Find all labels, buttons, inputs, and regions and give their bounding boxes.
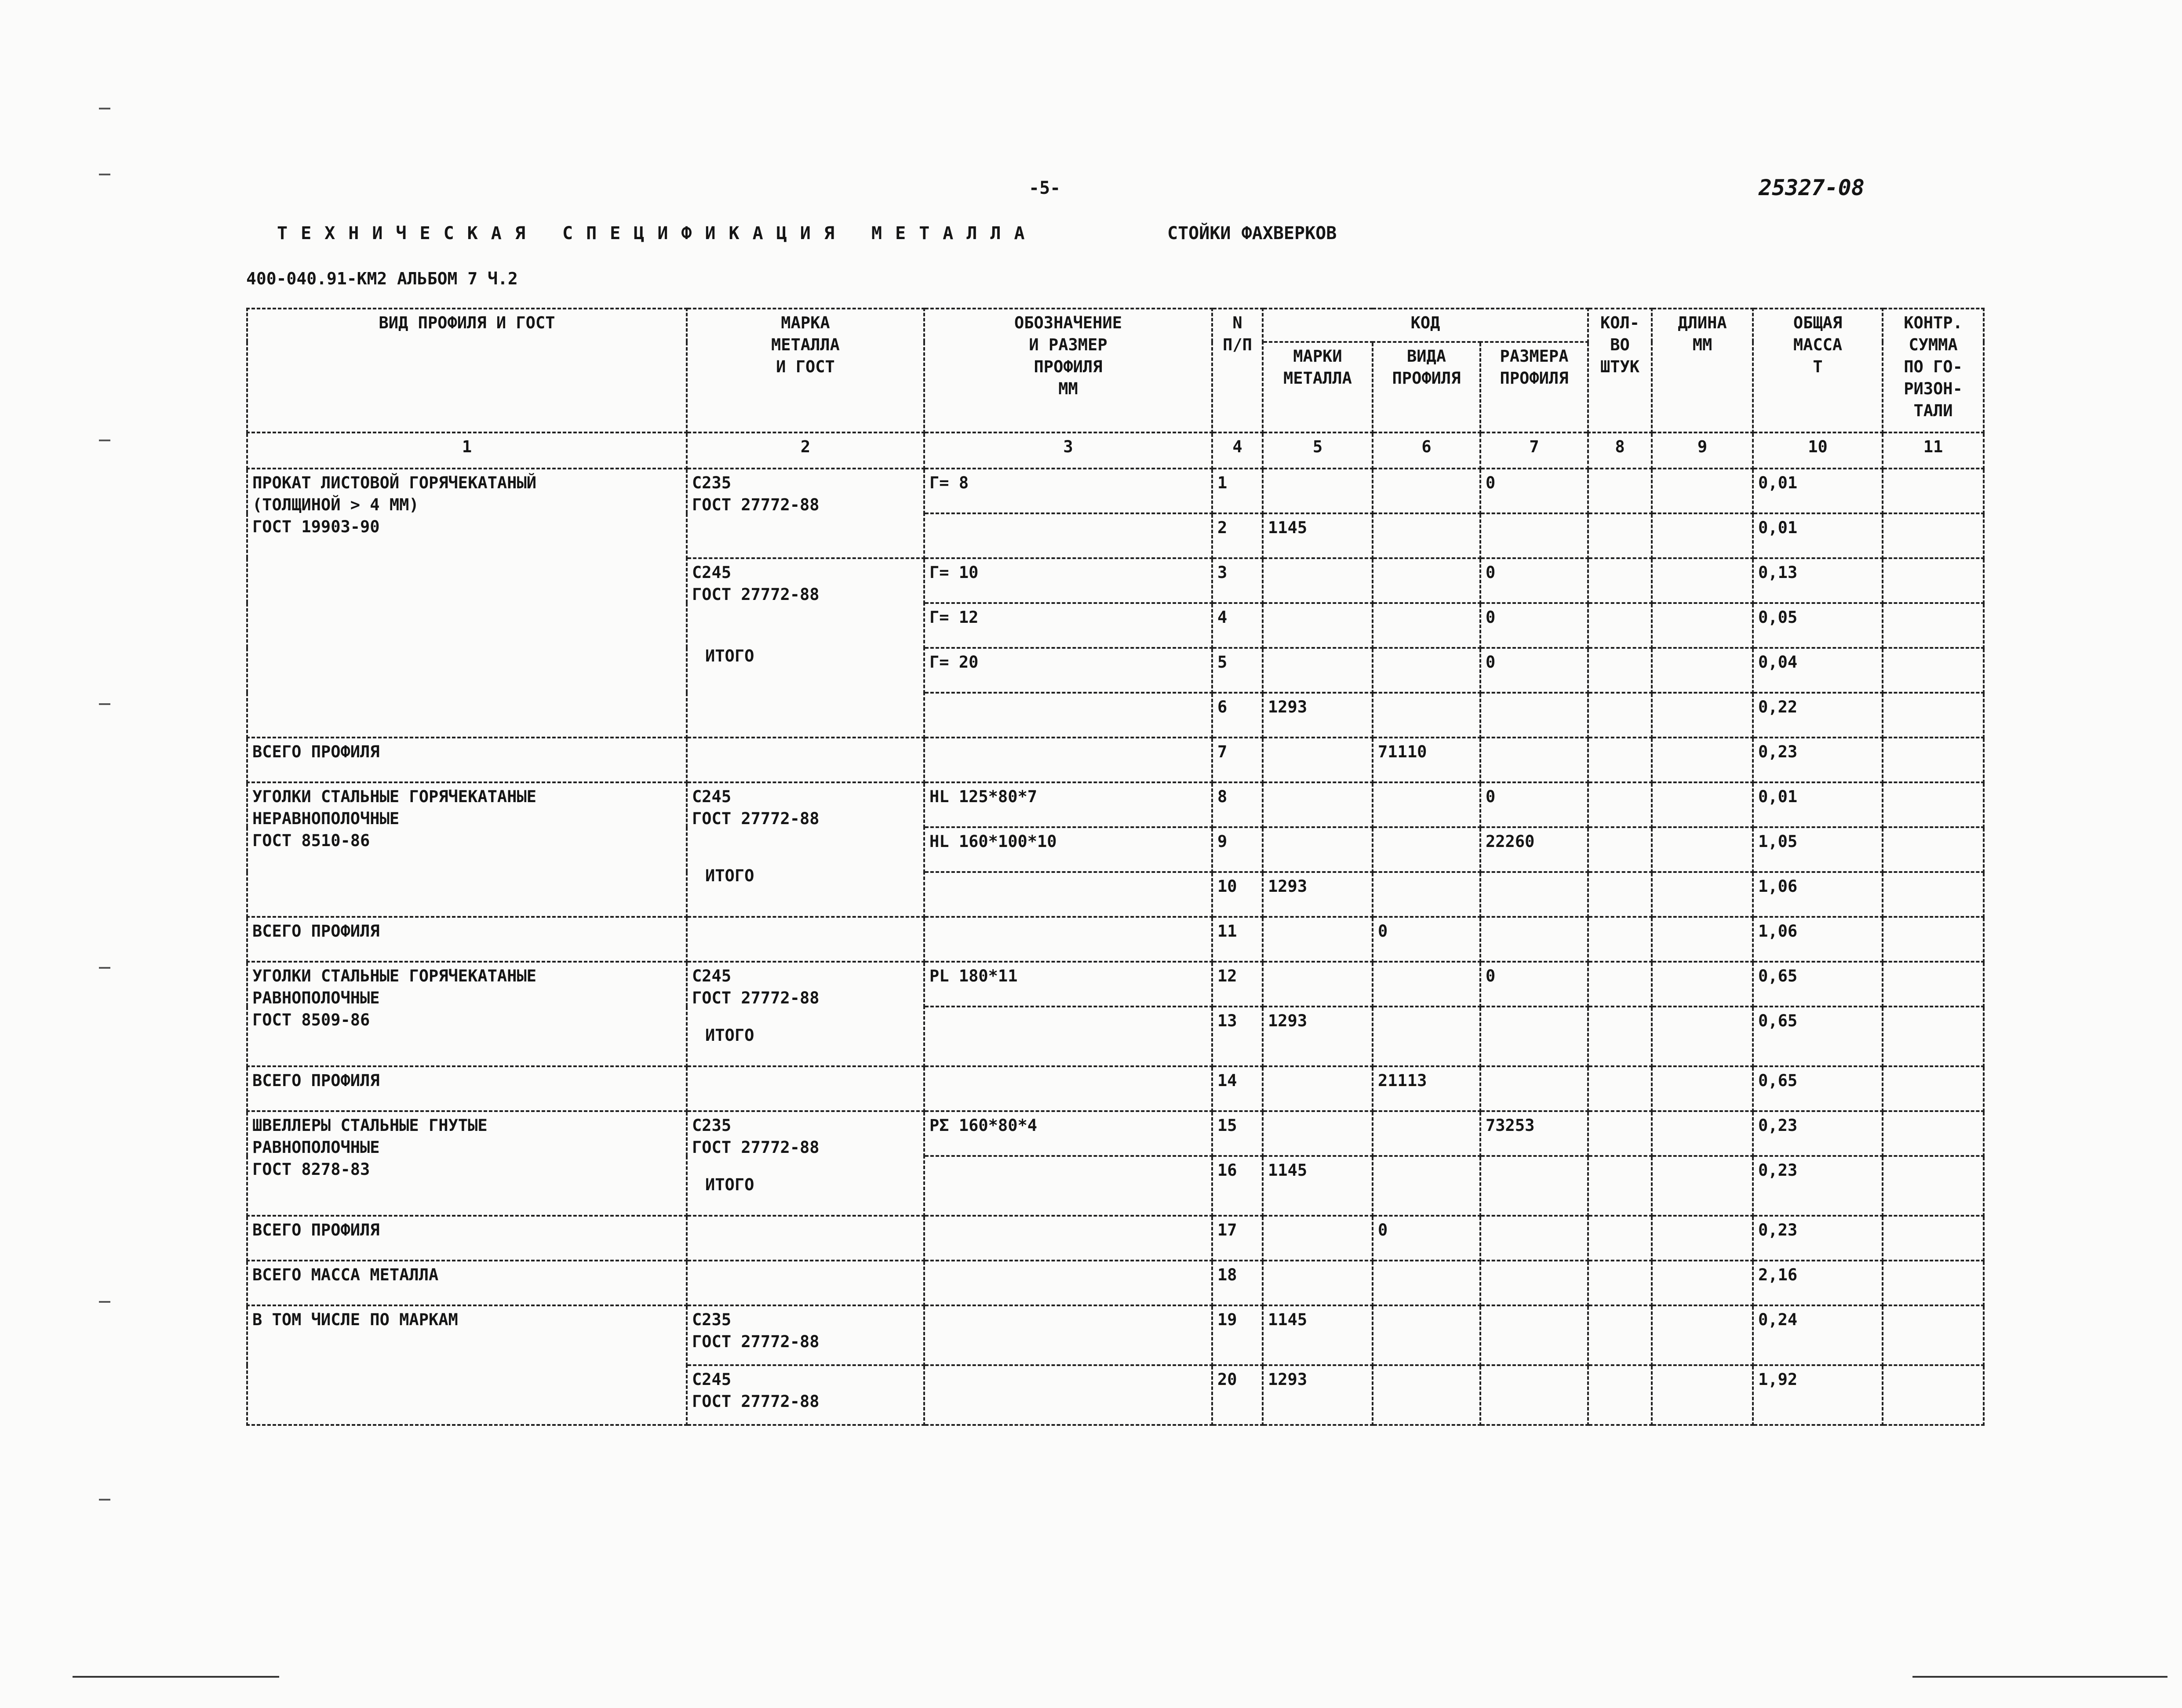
length-cell	[1652, 1261, 1753, 1305]
code-size-cell: 73253	[1480, 1111, 1588, 1156]
check-cell	[1883, 1216, 1984, 1261]
designation-cell	[924, 917, 1212, 962]
qty-cell	[1588, 1066, 1652, 1111]
mass-cell: 0,65	[1753, 962, 1883, 1007]
qty-cell	[1588, 1216, 1652, 1261]
code-steel-cell: 1145	[1263, 1305, 1373, 1365]
steel-cell	[687, 917, 924, 962]
code-type-cell	[1373, 1007, 1480, 1066]
header-row	[247, 309, 1984, 342]
header-code-type: ВИДА ПРОФИЛЯ	[1373, 342, 1480, 432]
total-label: ИТОГО	[705, 647, 754, 665]
length-cell	[1652, 558, 1753, 603]
check-cell	[1883, 782, 1984, 827]
table-row	[247, 1111, 1984, 1156]
code-type-cell	[1373, 962, 1480, 1007]
scan-mark	[99, 108, 110, 109]
mass-cell: 1,92	[1753, 1365, 1883, 1425]
steel-cell	[687, 1066, 924, 1111]
steel-label: С245 ГОСТ 27772-88	[692, 787, 820, 828]
column-number: 1	[247, 432, 687, 469]
code-type-cell	[1373, 1261, 1480, 1305]
code-size-cell	[1480, 1156, 1588, 1216]
code-steel-cell: 1145	[1263, 513, 1373, 558]
check-cell	[1883, 648, 1984, 693]
qty-cell	[1588, 782, 1652, 827]
code-type-cell	[1373, 648, 1480, 693]
designation-cell: Г= 10	[924, 558, 1212, 603]
header-code: КОД	[1263, 309, 1588, 342]
code-type-cell	[1373, 1156, 1480, 1216]
length-cell	[1652, 917, 1753, 962]
qty-cell	[1588, 962, 1652, 1007]
npp-cell: 19	[1212, 1305, 1263, 1365]
code-size-cell: 0	[1480, 648, 1588, 693]
code-type-cell	[1373, 1111, 1480, 1156]
code-steel-cell	[1263, 827, 1373, 872]
scan-mark	[99, 703, 110, 705]
check-cell	[1883, 872, 1984, 917]
designation-cell: Г= 12	[924, 603, 1212, 648]
table-row	[247, 782, 1984, 827]
column-number: 7	[1480, 432, 1588, 469]
steel-cell	[687, 1111, 924, 1216]
length-cell	[1652, 738, 1753, 782]
qty-cell	[1588, 693, 1652, 738]
profile-cell: ШВЕЛЛЕРЫ СТАЛЬНЫЕ ГНУТЫЕ РАВНОПОЛОЧНЫЕ ГОСТ 8278-83	[247, 1111, 687, 1216]
mass-cell: 0,23	[1753, 1111, 1883, 1156]
code-size-cell	[1480, 1007, 1588, 1066]
code-size-cell: 22260	[1480, 827, 1588, 872]
length-cell	[1652, 782, 1753, 827]
designation-cell	[924, 1261, 1212, 1305]
npp-cell: 10	[1212, 872, 1263, 917]
mass-cell: 0,23	[1753, 1216, 1883, 1261]
code-size-cell	[1480, 513, 1588, 558]
scan-mark	[99, 1499, 110, 1501]
table-row	[247, 469, 1984, 513]
qty-cell	[1588, 1365, 1652, 1425]
mass-cell: 0,23	[1753, 1156, 1883, 1216]
npp-cell: 16	[1212, 1156, 1263, 1216]
profile-cell: ПРОКАТ ЛИСТОВОЙ ГОРЯЧЕКАТАНЫЙ (ТОЛЩИНОЙ > 4 ММ) ГОСТ 19903-90	[247, 469, 687, 738]
check-cell	[1883, 603, 1984, 648]
designation-cell	[924, 1066, 1212, 1111]
check-cell	[1883, 1261, 1984, 1305]
code-size-cell	[1480, 693, 1588, 738]
qty-cell	[1588, 1111, 1652, 1156]
profile-total-label: ВСЕГО ПРОФИЛЯ	[247, 1216, 687, 1261]
qty-cell	[1588, 1261, 1652, 1305]
footer-line	[73, 1676, 279, 1678]
steel-label: С235 ГОСТ 27772-88	[692, 1116, 820, 1157]
check-cell	[1883, 469, 1984, 513]
column-number: 10	[1753, 432, 1883, 469]
check-cell	[1883, 1305, 1984, 1365]
check-cell	[1883, 1365, 1984, 1425]
mass-cell: 0,24	[1753, 1305, 1883, 1365]
check-cell	[1883, 738, 1984, 782]
mass-cell: 0,22	[1753, 693, 1883, 738]
check-cell	[1883, 1007, 1984, 1066]
code-type-cell	[1373, 558, 1480, 603]
spec-title: ТЕХНИЧЕСКАЯ СПЕЦИФИКАЦИЯ МЕТАЛЛА	[277, 223, 1038, 243]
by-steel-label: В ТОМ ЧИСЛЕ ПО МАРКАМ	[247, 1305, 687, 1425]
header-profile: ВИД ПРОФИЛЯ И ГОСТ	[247, 309, 687, 432]
check-cell	[1883, 827, 1984, 872]
page-number: -5-	[1029, 178, 1061, 198]
npp-cell: 11	[1212, 917, 1263, 962]
album-reference: 400-040.91-КМ2 АЛЬБОМ 7 Ч.2	[246, 269, 518, 288]
designation-cell	[924, 693, 1212, 738]
code-type-cell	[1373, 469, 1480, 513]
column-number: 3	[924, 432, 1212, 469]
total-label: ИТОГО	[705, 866, 754, 885]
steel-label: С245 ГОСТ 27772-88	[692, 967, 820, 1007]
qty-cell	[1588, 469, 1652, 513]
column-number: 8	[1588, 432, 1652, 469]
steel-cell	[687, 738, 924, 782]
scan-mark	[99, 440, 110, 441]
npp-cell: 15	[1212, 1111, 1263, 1156]
specification-table	[246, 308, 1985, 1426]
total-label: ИТОГО	[705, 1026, 754, 1045]
qty-cell	[1588, 1305, 1652, 1365]
header-code-size: РАЗМЕРА ПРОФИЛЯ	[1480, 342, 1588, 432]
npp-cell: 13	[1212, 1007, 1263, 1066]
code-size-cell	[1480, 1066, 1588, 1111]
designation-cell	[924, 1007, 1212, 1066]
code-size-cell	[1480, 872, 1588, 917]
object-title: СТОЙКИ ФАХВЕРКОВ	[1167, 223, 1337, 243]
qty-cell	[1588, 648, 1652, 693]
code-type-cell: 21113	[1373, 1066, 1480, 1111]
qty-cell	[1588, 513, 1652, 558]
npp-cell: 12	[1212, 962, 1263, 1007]
column-number: 6	[1373, 432, 1480, 469]
steel-cell	[687, 1261, 924, 1305]
mass-cell: 0,04	[1753, 648, 1883, 693]
qty-cell	[1588, 603, 1652, 648]
header-mass: ОБЩАЯ МАССА Т	[1753, 309, 1883, 432]
check-cell	[1883, 558, 1984, 603]
length-cell	[1652, 1007, 1753, 1066]
designation-cell: PΣ 160*80*4	[924, 1111, 1212, 1156]
code-size-cell: 0	[1480, 782, 1588, 827]
code-steel-cell: 1293	[1263, 1365, 1373, 1425]
mass-cell: 0,01	[1753, 782, 1883, 827]
code-size-cell	[1480, 1365, 1588, 1425]
code-type-cell: 71110	[1373, 738, 1480, 782]
steel-cell: С235 ГОСТ 27772-88	[687, 1305, 924, 1365]
npp-cell: 1	[1212, 469, 1263, 513]
code-steel-cell: 1293	[1263, 872, 1373, 917]
code-steel-cell	[1263, 962, 1373, 1007]
code-type-cell: 0	[1373, 1216, 1480, 1261]
code-steel-cell	[1263, 469, 1373, 513]
code-type-cell	[1373, 872, 1480, 917]
mass-cell: 0,01	[1753, 513, 1883, 558]
npp-cell: 6	[1212, 693, 1263, 738]
check-cell	[1883, 917, 1984, 962]
length-cell	[1652, 827, 1753, 872]
total-label: ИТОГО	[705, 1175, 754, 1194]
column-number: 2	[687, 432, 924, 469]
code-size-cell: 0	[1480, 558, 1588, 603]
code-steel-cell	[1263, 782, 1373, 827]
scan-mark	[99, 967, 110, 969]
code-steel-cell: 1293	[1263, 693, 1373, 738]
length-cell	[1652, 1305, 1753, 1365]
code-type-cell	[1373, 513, 1480, 558]
document-number: 25327-08	[1759, 175, 1865, 200]
code-type-cell	[1373, 693, 1480, 738]
check-cell	[1883, 1156, 1984, 1216]
scan-mark	[99, 174, 110, 175]
steel-cell	[687, 782, 924, 917]
code-steel-cell: 1145	[1263, 1156, 1373, 1216]
code-steel-cell	[1263, 1066, 1373, 1111]
code-type-cell: 0	[1373, 917, 1480, 962]
code-size-cell	[1480, 738, 1588, 782]
length-cell	[1652, 603, 1753, 648]
profile-total-label: ВСЕГО ПРОФИЛЯ	[247, 917, 687, 962]
qty-cell	[1588, 1156, 1652, 1216]
code-size-cell	[1480, 1216, 1588, 1261]
code-steel-cell	[1263, 1216, 1373, 1261]
npp-cell: 18	[1212, 1261, 1263, 1305]
profile-total-label: ВСЕГО ПРОФИЛЯ	[247, 738, 687, 782]
check-cell	[1883, 1066, 1984, 1111]
designation-cell: PL 180*11	[924, 962, 1212, 1007]
code-steel-cell	[1263, 603, 1373, 648]
mass-cell: 0,01	[1753, 469, 1883, 513]
header-code-steel: МАРКИ МЕТАЛЛА	[1263, 342, 1373, 432]
length-cell	[1652, 1156, 1753, 1216]
length-cell	[1652, 693, 1753, 738]
profile-cell: УГОЛКИ СТАЛЬНЫЕ ГОРЯЧЕКАТАНЫЕ РАВНОПОЛОЧНЫЕ ГОСТ 8509-86	[247, 962, 687, 1066]
npp-cell: 4	[1212, 603, 1263, 648]
code-size-cell: 0	[1480, 603, 1588, 648]
length-cell	[1652, 1066, 1753, 1111]
mass-cell: 0,23	[1753, 738, 1883, 782]
designation-cell: Г= 20	[924, 648, 1212, 693]
check-cell	[1883, 513, 1984, 558]
code-steel-cell	[1263, 1111, 1373, 1156]
code-type-cell	[1373, 1365, 1480, 1425]
code-size-cell: 0	[1480, 962, 1588, 1007]
mass-cell: 1,05	[1753, 827, 1883, 872]
length-cell	[1652, 1216, 1753, 1261]
code-type-cell	[1373, 1305, 1480, 1365]
check-cell	[1883, 1111, 1984, 1156]
npp-cell: 9	[1212, 827, 1263, 872]
npp-cell: 20	[1212, 1365, 1263, 1425]
length-cell	[1652, 1365, 1753, 1425]
code-steel-cell	[1263, 1261, 1373, 1305]
total-mass-label: ВСЕГО МАССА МЕТАЛЛА	[247, 1261, 687, 1305]
steel-label: С245 ГОСТ 27772-88	[692, 563, 820, 604]
npp-cell: 8	[1212, 782, 1263, 827]
npp-cell: 14	[1212, 1066, 1263, 1111]
code-steel-cell	[1263, 648, 1373, 693]
designation-cell	[924, 1305, 1212, 1365]
qty-cell	[1588, 872, 1652, 917]
qty-cell	[1588, 1007, 1652, 1066]
designation-cell: HL 160*100*10	[924, 827, 1212, 872]
code-size-cell	[1480, 917, 1588, 962]
length-cell	[1652, 513, 1753, 558]
table-row	[247, 962, 1984, 1007]
designation-cell	[924, 1216, 1212, 1261]
length-cell	[1652, 1111, 1753, 1156]
steel-cell	[687, 962, 924, 1066]
header-length: ДЛИНА ММ	[1652, 309, 1753, 432]
check-cell	[1883, 962, 1984, 1007]
code-size-cell	[1480, 1261, 1588, 1305]
column-number: 4	[1212, 432, 1263, 469]
header-qty: КОЛ- ВО ШТУК	[1588, 309, 1652, 432]
column-number: 9	[1652, 432, 1753, 469]
mass-cell: 0,13	[1753, 558, 1883, 603]
qty-cell	[1588, 917, 1652, 962]
designation-cell	[924, 1365, 1212, 1425]
mass-cell: 1,06	[1753, 917, 1883, 962]
code-size-cell: 0	[1480, 469, 1588, 513]
code-steel-cell	[1263, 917, 1373, 962]
table-row	[247, 1216, 1984, 1261]
header-steel: МАРКА МЕТАЛЛА И ГОСТ	[687, 309, 924, 432]
length-cell	[1652, 469, 1753, 513]
npp-cell: 2	[1212, 513, 1263, 558]
designation-cell: HL 125*80*7	[924, 782, 1212, 827]
scan-mark	[99, 1301, 110, 1303]
designation-cell	[924, 738, 1212, 782]
length-cell	[1652, 872, 1753, 917]
profile-total-label: ВСЕГО ПРОФИЛЯ	[247, 1066, 687, 1111]
npp-cell: 17	[1212, 1216, 1263, 1261]
code-type-cell	[1373, 827, 1480, 872]
designation-cell: Г= 8	[924, 469, 1212, 513]
table-row	[247, 1066, 1984, 1111]
mass-cell: 0,65	[1753, 1066, 1883, 1111]
length-cell	[1652, 648, 1753, 693]
designation-cell	[924, 872, 1212, 917]
length-cell	[1652, 962, 1753, 1007]
npp-cell: 5	[1212, 648, 1263, 693]
mass-cell: 0,05	[1753, 603, 1883, 648]
header-check-sum: КОНТР. СУММА ПО ГО- РИЗОН- ТАЛИ	[1883, 309, 1984, 432]
profile-cell: УГОЛКИ СТАЛЬНЫЕ ГОРЯЧЕКАТАНЫЕ НЕРАВНОПОЛОЧНЫЕ ГОСТ 8510-86	[247, 782, 687, 917]
table-row	[247, 1261, 1984, 1305]
qty-cell	[1588, 827, 1652, 872]
check-cell	[1883, 693, 1984, 738]
steel-cell: С235 ГОСТ 27772-88	[687, 469, 924, 558]
code-steel-cell	[1263, 558, 1373, 603]
code-type-cell	[1373, 603, 1480, 648]
column-number: 5	[1263, 432, 1373, 469]
qty-cell	[1588, 558, 1652, 603]
steel-cell	[687, 558, 924, 738]
header-npp: N П/П	[1212, 309, 1263, 432]
footer-line	[1912, 1676, 2167, 1678]
designation-cell	[924, 513, 1212, 558]
qty-cell	[1588, 738, 1652, 782]
mass-cell: 0,65	[1753, 1007, 1883, 1066]
steel-cell	[687, 1216, 924, 1261]
table-row	[247, 738, 1984, 782]
npp-cell: 3	[1212, 558, 1263, 603]
code-size-cell	[1480, 1305, 1588, 1365]
steel-cell: С245 ГОСТ 27772-88	[687, 1365, 924, 1425]
designation-cell	[924, 1156, 1212, 1216]
table-row	[247, 917, 1984, 962]
mass-cell: 1,06	[1753, 872, 1883, 917]
column-number: 11	[1883, 432, 1984, 469]
column-number-row	[247, 432, 1984, 469]
code-steel-cell	[1263, 738, 1373, 782]
header-designation: ОБОЗНАЧЕНИЕ И РАЗМЕР ПРОФИЛЯ ММ	[924, 309, 1212, 432]
npp-cell: 7	[1212, 738, 1263, 782]
mass-cell: 2,16	[1753, 1261, 1883, 1305]
table-row	[247, 1305, 1984, 1365]
code-type-cell	[1373, 782, 1480, 827]
code-steel-cell: 1293	[1263, 1007, 1373, 1066]
